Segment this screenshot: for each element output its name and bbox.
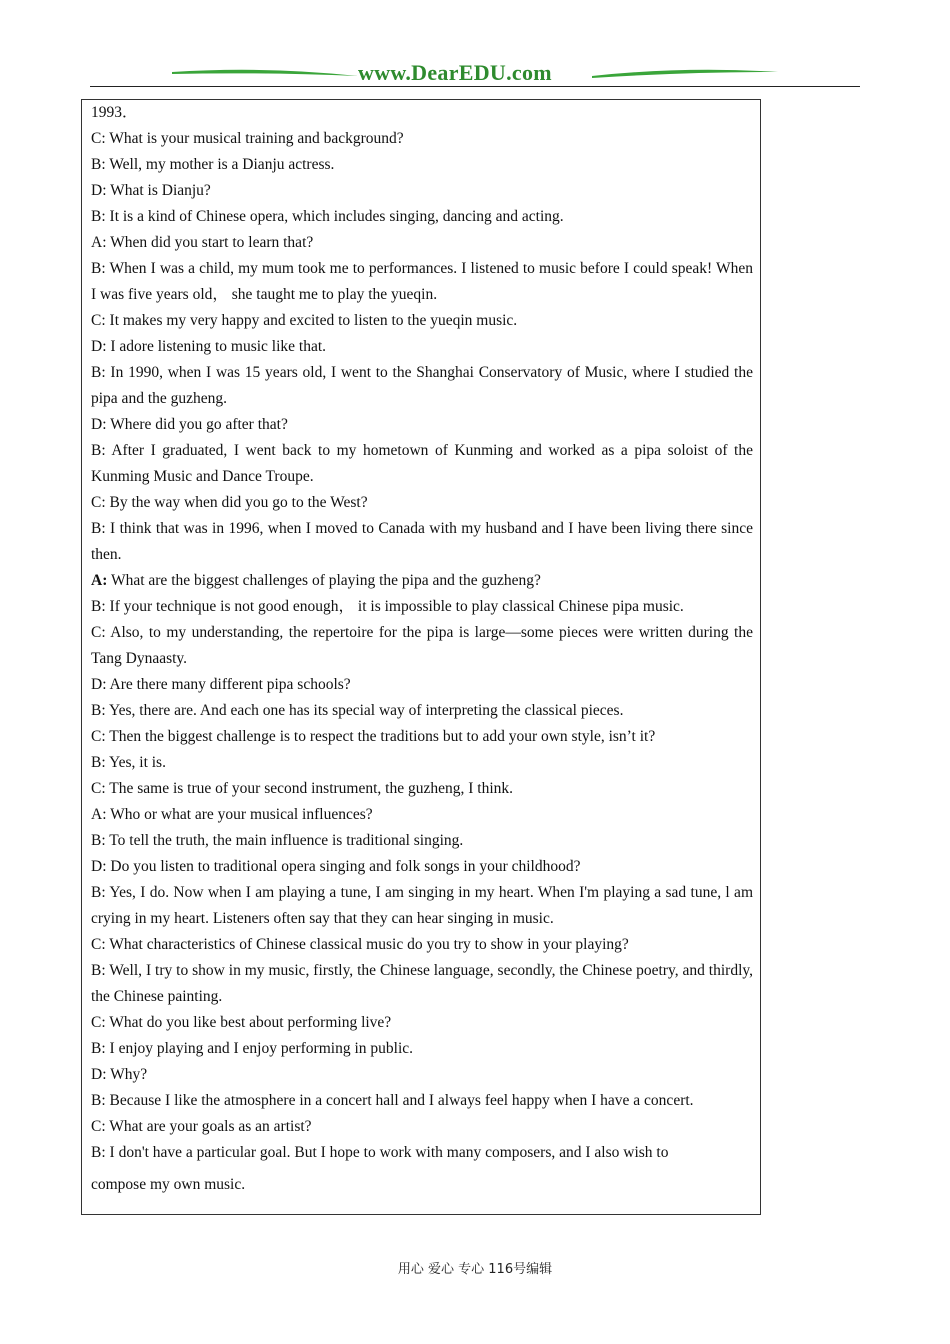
speaker-label: D: <box>91 416 107 433</box>
speaker-label: D: <box>91 1066 107 1083</box>
dialogue-line <box>91 256 753 308</box>
speaker-label: B: <box>91 364 106 381</box>
speaker-label: C: <box>91 1014 106 1031</box>
speaker-label: C: <box>91 936 106 953</box>
speaker-label: B: <box>91 1144 106 1161</box>
speaker-label: C: <box>91 1118 106 1135</box>
dialogue-line <box>91 516 753 568</box>
dialogue-line <box>91 880 753 932</box>
speaker-label: D: <box>91 676 107 693</box>
dialogue-text: What is Dianju? <box>106 182 211 199</box>
dialogue-text: Well, my mother is a Dianju actress. <box>105 156 335 173</box>
dialogue-line <box>91 230 753 256</box>
dialogue-text: By the way when did you go to the West? <box>105 494 368 511</box>
speaker-label: B: <box>91 884 106 901</box>
dialogue-text: If your technique is not good enough， it is impossible to play classical Chinese pipa music. <box>105 598 684 615</box>
dialogue-line <box>91 412 753 438</box>
dialogue-line <box>91 672 753 698</box>
dialogue-text: I adore listening to music like that. <box>106 338 327 355</box>
header-rule <box>90 86 860 87</box>
dialogue-text: In 1990, when I was 15 years old, I went to the Shanghai Conservatory of Music, where I studied the pipa and the guzheng. <box>91 364 753 407</box>
dialogue-text: What do you like best about performing live? <box>105 1014 392 1031</box>
speaker-label: D: <box>91 338 107 355</box>
speaker-label: B: <box>91 962 106 979</box>
dialogue-line <box>91 334 753 360</box>
dialogue-text: What characteristics of Chinese classical music do you try to show in your playing? <box>105 936 629 953</box>
speaker-label: B: <box>91 442 106 459</box>
speaker-label: B: <box>91 754 106 771</box>
dialogue-line <box>91 1088 753 1114</box>
dialogue-text: I don't have a particular goal. But I hope to work with many composers, and I also wish to <box>105 1144 669 1161</box>
dialogue-line <box>91 204 753 230</box>
dialogue-line <box>91 802 753 828</box>
dialogue-text: Yes, there are. And each one has its special way of interpreting the classical pieces. <box>105 702 624 719</box>
dialogue-line <box>91 1062 753 1088</box>
dialogue-line <box>91 126 753 152</box>
dialogue-text: Who or what are your musical influences? <box>106 806 373 823</box>
dialogue-line <box>91 750 753 776</box>
dialogue-text: Why? <box>106 1066 148 1083</box>
dialogue-line <box>91 568 753 594</box>
dialogue-text: When I was a child, my mum took me to performances. I listened to music before I could speak! When I was five years old， she taught me to play the yueqin. <box>91 260 753 303</box>
speaker-label: B: <box>91 1040 106 1057</box>
dialogue-text: What are the biggest challenges of playing the pipa and the guzheng? <box>107 572 541 589</box>
dialogue-text: What are your goals as an artist? <box>105 1118 312 1135</box>
dialogue-text: Where did you go after that? <box>106 416 288 433</box>
dialogue-line <box>91 1172 753 1198</box>
dialogue-line <box>91 1036 753 1062</box>
dialogue-line <box>91 490 753 516</box>
speaker-label: D: <box>91 182 107 199</box>
left-swoosh-decoration <box>170 66 360 80</box>
right-swoosh-decoration <box>590 66 780 80</box>
dialogue-text: Do you listen to traditional opera singing and folk songs in your childhood? <box>106 858 581 875</box>
dialogue-text: Yes, it is. <box>105 754 166 771</box>
dialogue-text: What is your musical training and background? <box>105 130 404 147</box>
dialogue-line <box>91 594 753 620</box>
speaker-label: C: <box>91 624 106 641</box>
dialogue-box <box>81 99 761 1215</box>
speaker-label: C: <box>91 728 106 745</box>
dialogue-text: Are there many different pipa schools? <box>106 676 351 693</box>
dialogue-text: To tell the truth, the main influence is traditional singing. <box>105 832 464 849</box>
dialogue-line <box>91 178 753 204</box>
site-logo[interactable]: www.DearEDU.com <box>358 60 552 85</box>
dialogue-text: Also, to my understanding, the repertoire for the pipa is large—some pieces were written during the Tang Dynaasty. <box>91 624 753 667</box>
dialogue-line <box>91 958 753 1010</box>
dialogue-text: When did you start to learn that? <box>106 234 314 251</box>
speaker-label: B: <box>91 520 106 537</box>
dialogue-line <box>91 152 753 178</box>
dialogue-line <box>91 1140 753 1166</box>
speaker-label: D: <box>91 858 107 875</box>
dialogue-text: I think that was in 1996, when I moved to Canada with my husband and I have been living there since then. <box>91 520 753 563</box>
dialogue-line <box>91 828 753 854</box>
dialogue-line <box>91 620 753 672</box>
speaker-label: B: <box>91 702 106 719</box>
speaker-label: C: <box>91 312 106 329</box>
speaker-label: A: <box>91 234 107 251</box>
dialogue-text: 1993． <box>91 104 138 121</box>
speaker-label: B: <box>91 156 106 173</box>
speaker-label: C: <box>91 130 106 147</box>
speaker-label: B: <box>91 260 106 277</box>
dialogue-text: compose my own music. <box>91 1176 246 1193</box>
speaker-label: B: <box>91 598 106 615</box>
speaker-label: C: <box>91 494 106 511</box>
speaker-label: B: <box>91 832 106 849</box>
dialogue-text: Because I like the atmosphere in a concert hall and I always feel happy when I have a concert. <box>105 1092 694 1109</box>
dialogue-line <box>91 854 753 880</box>
dialogue-line <box>91 932 753 958</box>
speaker-label: C: <box>91 780 106 797</box>
dialogue-line <box>91 776 753 802</box>
dialogue-line <box>91 724 753 750</box>
dialogue-text: It makes my very happy and excited to listen to the yueqin music. <box>105 312 518 329</box>
dialogue-text: I enjoy playing and I enjoy performing in public. <box>105 1040 413 1057</box>
dialogue-line <box>91 698 753 724</box>
dialogue-line <box>91 1114 753 1140</box>
speaker-label: B: <box>91 208 106 225</box>
dialogue-content <box>91 100 753 1198</box>
speaker-label: B: <box>91 1092 106 1109</box>
page-header <box>90 62 860 90</box>
dialogue-text: Well, I try to show in my music, firstly, the Chinese language, secondly, the Chinese poetry, and thirdly, the Chinese painting. <box>91 962 753 1005</box>
dialogue-text: After I graduated, I went back to my hometown of Kunming and worked as a pipa soloist of the Kunming Music and Dance Troupe. <box>91 442 753 485</box>
page-footer: 用心 爱心 专心 116号编辑 <box>397 1262 553 1277</box>
dialogue-line <box>91 360 753 412</box>
dialogue-text: It is a kind of Chinese opera, which includes singing, dancing and acting. <box>105 208 564 225</box>
dialogue-line <box>91 100 753 126</box>
dialogue-line <box>91 308 753 334</box>
speaker-label: A: <box>91 806 107 823</box>
dialogue-line <box>91 1010 753 1036</box>
dialogue-text: Then the biggest challenge is to respect the traditions but to add your own style, isn’t it? <box>105 728 656 745</box>
dialogue-line <box>91 438 753 490</box>
speaker-label: A: <box>91 572 108 589</box>
dialogue-text: The same is true of your second instrument, the guzheng, I think. <box>105 780 514 797</box>
dialogue-text: Yes, I do. Now when I am playing a tune, I am singing in my heart. When I'm playing a sad tune, l am crying in my heart. Listeners often say that they can hear singing in music. <box>91 884 753 927</box>
